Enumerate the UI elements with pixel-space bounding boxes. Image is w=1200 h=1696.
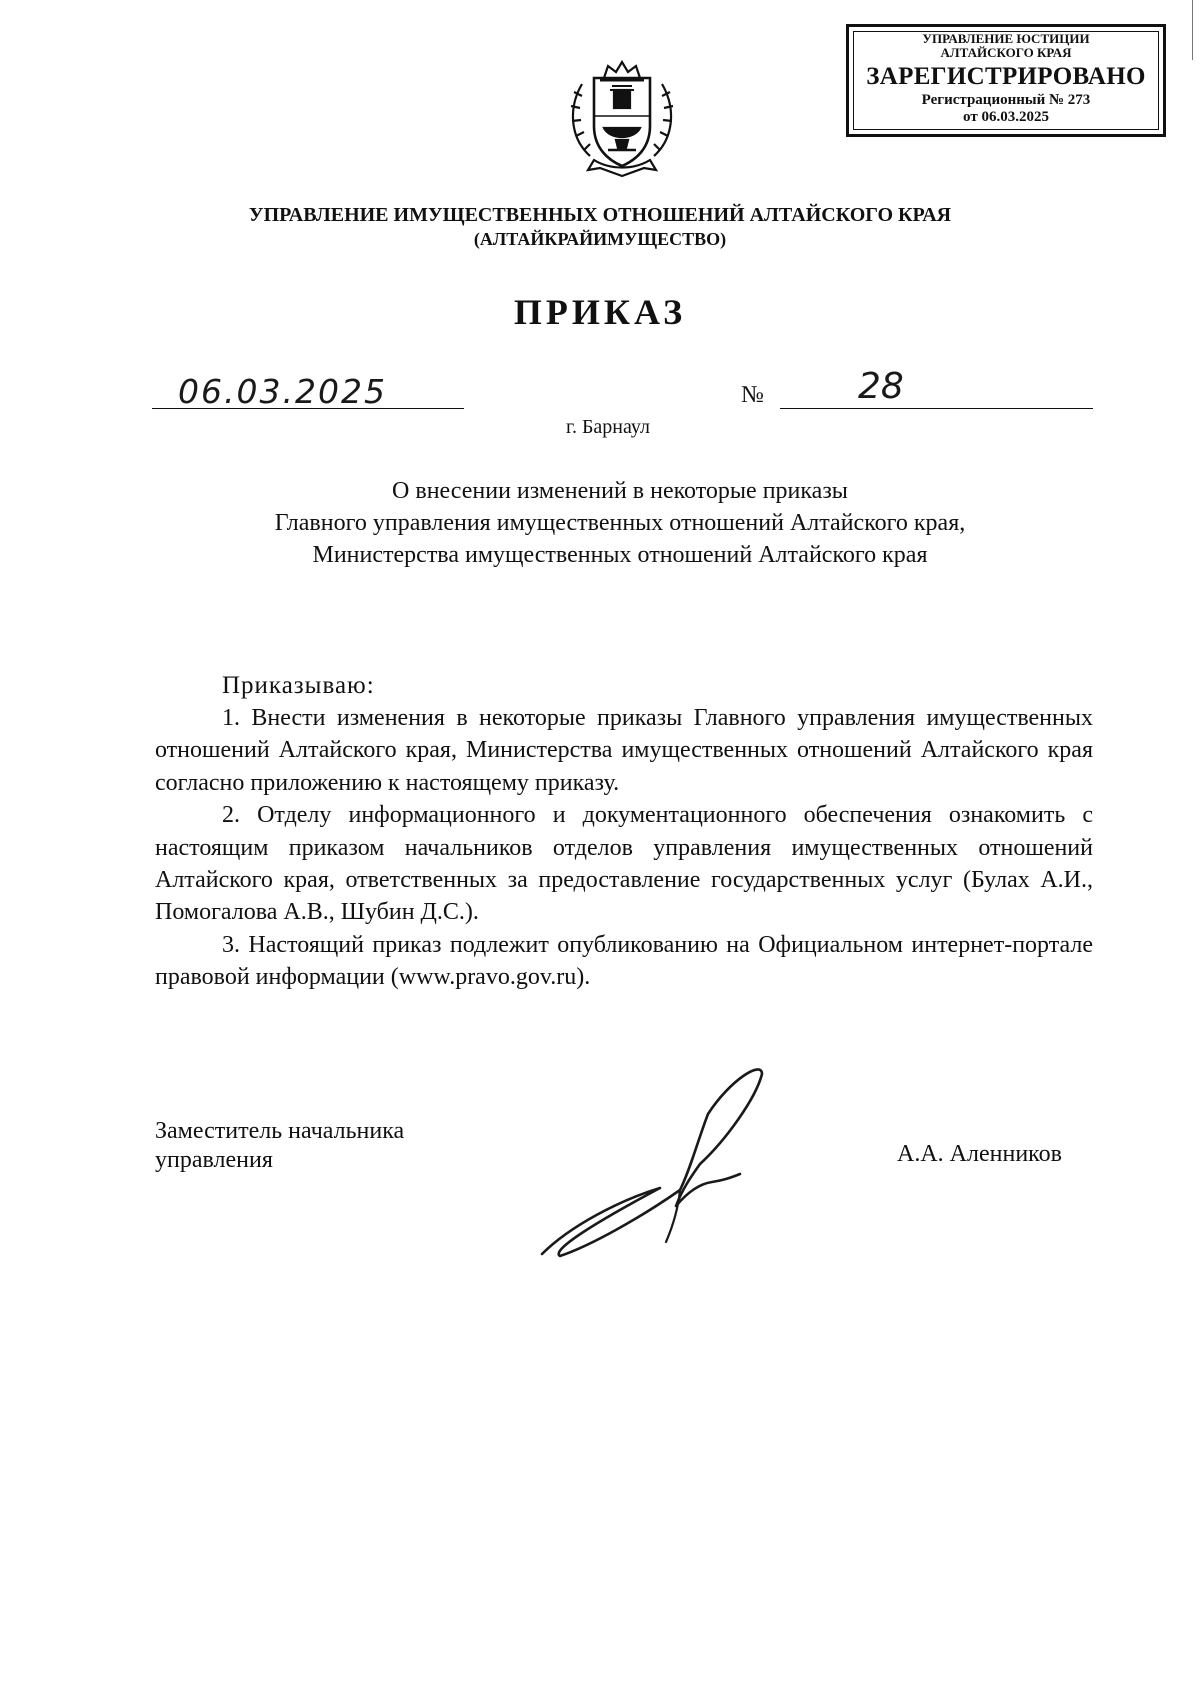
stamp-status: ЗАРЕГИСТРИРОВАНО: [866, 63, 1146, 90]
date-underline: [152, 408, 464, 409]
order-items: [155, 702, 1093, 994]
order-item-1: 1. Внести изменения в некоторые приказы Главного управления имущественных отношений Алтайского края, Министерства имущественных отношений Алтайского края согласно приложению к настоящему приказу.: [155, 705, 1093, 796]
stamp-inner-border: [853, 31, 1159, 130]
number-underline: [780, 408, 1093, 409]
stamp-org-line2: АЛТАЙСКОГО КРАЯ: [940, 45, 1072, 60]
city: г. Барнаул: [566, 416, 650, 438]
handwritten-number: 28: [858, 366, 904, 407]
handwritten-date: 06.03.2025: [178, 372, 387, 411]
subject-line3: Министерства имущественных отношений Алтайского края: [312, 542, 928, 568]
org-name: УПРАВЛЕНИЕ ИМУЩЕСТВЕННЫХ ОТНОШЕНИЙ АЛТАЙСКОГО КРАЯ: [248, 204, 952, 226]
org-short-name: (АЛТАЙКРАЙИМУЩЕСТВО): [473, 229, 727, 249]
subject-line1: О внесении изменений в некоторые приказы: [392, 478, 848, 504]
order-item-3: 3. Настоящий приказ подлежит опубликованию на Официальном интернет-портале правовой информации (www.pravo.gov.ru).: [155, 931, 1093, 991]
doc-type-title: ПРИКАЗ: [513, 292, 687, 332]
handwritten-signature-icon: [530, 1050, 830, 1270]
order-item-2: 2. Отделу информационного и документационного обеспечения ознакомить с настоящим приказом начальников отделов управления имущественных отношений Алтайского края, ответственных за предоставление государственных услуг (Булах А.И., Помогалова А.В., Шубин Д.С.).: [155, 802, 1093, 926]
stamp-reg-date: от 06.03.2025: [963, 109, 1049, 125]
stamp-reg-number: Регистрационный № 273: [921, 92, 1091, 108]
number-label: №: [741, 382, 764, 408]
signer-title: [155, 1117, 404, 1175]
registration-stamp: [846, 24, 1166, 137]
preamble: Приказываю:: [222, 672, 375, 699]
signer-title-line1: Заместитель начальника: [155, 1118, 405, 1144]
signer-name: А.А. Аленников: [897, 1141, 1062, 1167]
stamp-org-line1: УПРАВЛЕНИЕ ЮСТИЦИИ: [922, 31, 1090, 46]
subject-line2: Главного управления имущественных отношений Алтайского края,: [274, 510, 966, 536]
coat-of-arms-icon: [560, 56, 684, 184]
scan-margin-line: [1192, 0, 1193, 60]
signer-title-line2: управления: [155, 1147, 273, 1173]
